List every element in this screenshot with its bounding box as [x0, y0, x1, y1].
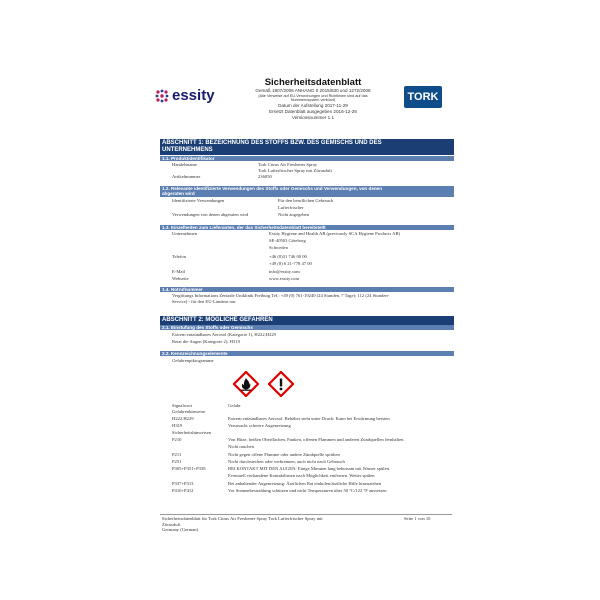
flame-pictogram-icon	[233, 371, 259, 397]
subsection-1-2-line: abgeraten wird	[162, 191, 195, 197]
header-line: Datum der Aufstellung 2017-11-29	[278, 102, 348, 108]
footer-left	[162, 516, 323, 533]
tork-logo	[404, 86, 442, 108]
footer-divider	[160, 514, 452, 515]
statement-text: Bei anhaltender Augenreizung: Ärztlichen Rat einholen/ärztliche Hilfe hinzuziehen	[228, 481, 382, 486]
footer-line: Sicherheitsdatenblatt für Tork Citrus Air Freshener Spray Tork Lufterfrischer Spray mit	[162, 516, 323, 521]
section-2-heading: ABSCHNITT 2: MÖGLICHE GEFAHREN	[160, 316, 454, 325]
statement-text: BEI KONTAKT MIT DEN AUGEN: Einige Minuten lang behutsam mit Wasser spülen.	[228, 466, 391, 471]
subsection-1-3: 1.3. Einzelheiten zum Lieferanten, der das Sicherheitsdatenblatt bereitstellt	[160, 225, 454, 230]
telefon-value: +46 (0)31 746 00 00	[269, 254, 307, 259]
signalwort-label: Signalwort	[172, 403, 193, 408]
statement-code: P410+P412	[172, 488, 194, 493]
statement-text: Eventuell vorhandene Kontaktlinsen nach Möglichkeit entfernen. Weiter spülen	[228, 473, 375, 478]
header-line: Versionsnummer 1.1	[291, 114, 335, 120]
tork-logo-text: TORK	[407, 91, 439, 103]
statement-text: Vor Sonnenbestrahlung schützen und nicht Temperaturen über 50 °C/122 °F aussetzen	[228, 488, 387, 493]
page-number: Seite 1 von 10	[404, 516, 431, 521]
subsection-1-4: 1.4. Notrufnummer	[160, 287, 454, 292]
website-label: Webseite	[172, 276, 189, 281]
statement-code: P337+P313	[172, 481, 194, 486]
unternehmen-label: Unternehmen	[172, 231, 198, 236]
notruf-text-2: Service) - für den EU-Ländern nur.	[172, 299, 237, 304]
einstufung-line: Extrem entzündbares Aerosol (Kategorie 1), H222,H229	[172, 332, 276, 337]
header-line: Gemäß 1907/2006 ANHANG II 2015/830 und 1272/2008	[255, 88, 371, 93]
statement-text: Verursacht schwere Augenreizung	[228, 423, 291, 428]
statement-text: Nicht durchstechen oder verbrennen, auch nicht nach Gebrauch	[228, 459, 345, 464]
statement-text: Extrem entzündbares Aerosol. Behälter steht unter Druck: Kann bei Erwärmung bersten	[228, 416, 390, 421]
document-title: Sicherheitsdatenblatt	[264, 77, 362, 88]
abgeraten-value: Nicht angegeben	[278, 212, 309, 217]
document-header	[228, 77, 398, 120]
subsection-1-2-line: 1.2. Relevante identifizierte Verwendungen des Stoffs oder Gemischs und Verwendungen, von denen	[162, 186, 383, 191]
subsection-1-2	[160, 186, 454, 197]
abgeraten-label: Verwendungen von denen abgeraten wird	[172, 212, 249, 217]
essity-logo-text: essity	[172, 87, 215, 104]
statement-text: Nicht rauchen	[228, 444, 254, 449]
essity-logo	[155, 88, 225, 106]
unternehmen-value-2: SE-40503 Göteborg	[269, 238, 306, 243]
email-value[interactable]: info@essity.com	[269, 269, 300, 274]
signalwort-value: Gefahr	[228, 403, 241, 408]
section-1-title-line: UNTERNEHMENS	[162, 147, 213, 153]
subsection-1-1: 1.1. Produktidentifikator	[160, 156, 454, 161]
unternehmen-value: Essity Hygiene and Health AB (previously SCA Hygiene Products AB)	[269, 231, 401, 236]
handelsname-label: Handelsname	[172, 162, 198, 167]
section-1-heading	[160, 139, 454, 155]
section-1-title-line: ABSCHNITT 1: BEZEICHNUNG DES STOFFS BZW. DES GEMISCHS UND DES	[162, 140, 382, 146]
telefon-label: Telefon	[172, 254, 186, 259]
handelsname-value: Tork Citrus Air Freshener Spray	[258, 162, 318, 167]
statement-code: Sicherheitshinweisen	[172, 430, 212, 435]
subsection-2-1: 2.1. Einstufung des Stoffs oder Gemischs	[160, 325, 454, 330]
website-value[interactable]: www.essity.com	[269, 276, 300, 281]
statement-text: Nicht gegen offene Flamme oder andere Zündquelle sprühen	[228, 452, 340, 457]
subsection-2-2: 2.2. Kennzeichnungselemente	[160, 351, 454, 356]
einstufung-line: Reizt die Augen (Kategorie 2), H319	[172, 339, 240, 344]
statement-code: P210	[172, 437, 182, 442]
notruf-text: Vergiftungs Informations Zentrale Uniklinik Freiburg Tel.: +49 (0) 761-19240 (24 Stunden, 7 Tage); 112 (24 Stunden-	[172, 293, 390, 298]
artikelnummer-value: 236050	[258, 174, 272, 179]
artikelnummer-label: Artikelnummer	[172, 174, 201, 179]
statement-code: P305+P351+P338	[172, 466, 206, 471]
exclamation-pictogram-icon	[268, 371, 294, 397]
verwendungen-value: Für den beruflichen Gebrauch	[278, 198, 334, 203]
statement-code: P211	[172, 452, 182, 457]
statement-text: Von Hitze, heißen Oberflächen, Funken, offenen Flammen und anderen Zündquellen fernhalten.	[228, 437, 405, 442]
gefahrenhinweise-label: Gefahrenhinweise	[172, 409, 206, 414]
statement-code: H319	[172, 423, 183, 428]
statement-code: H222,H229	[172, 416, 194, 421]
footer-line: Germany (German)	[162, 527, 199, 533]
piktogramme-label: Gefahrenpiktogramme	[172, 358, 214, 363]
verwendungen-value-2: Lufterfrischer	[278, 205, 304, 210]
header-line: Ersetzt Datenblatt ausgegeben 2016-12-26	[269, 108, 357, 114]
header-line: Nummernsystem verkürzt)	[290, 98, 336, 103]
telefon-value-2: +49 (0) 6 21-778 47 00	[269, 261, 312, 266]
email-label: E-Mail	[172, 269, 186, 274]
statement-code: P251	[172, 459, 182, 464]
essity-dots-icon	[155, 89, 169, 103]
handelsname-value-2: Tork Lufterfrischer Spray mit Zitrusduft	[258, 168, 332, 173]
header-line: (Alle Verweise auf EU-Verordnungen und Richtlinien sind auf das	[258, 93, 368, 98]
footer-line: Zitrusduft.	[162, 521, 182, 527]
verwendungen-label: Identifizierte Verwendungen	[172, 198, 225, 203]
unternehmen-value-3: Schweden	[269, 245, 288, 250]
